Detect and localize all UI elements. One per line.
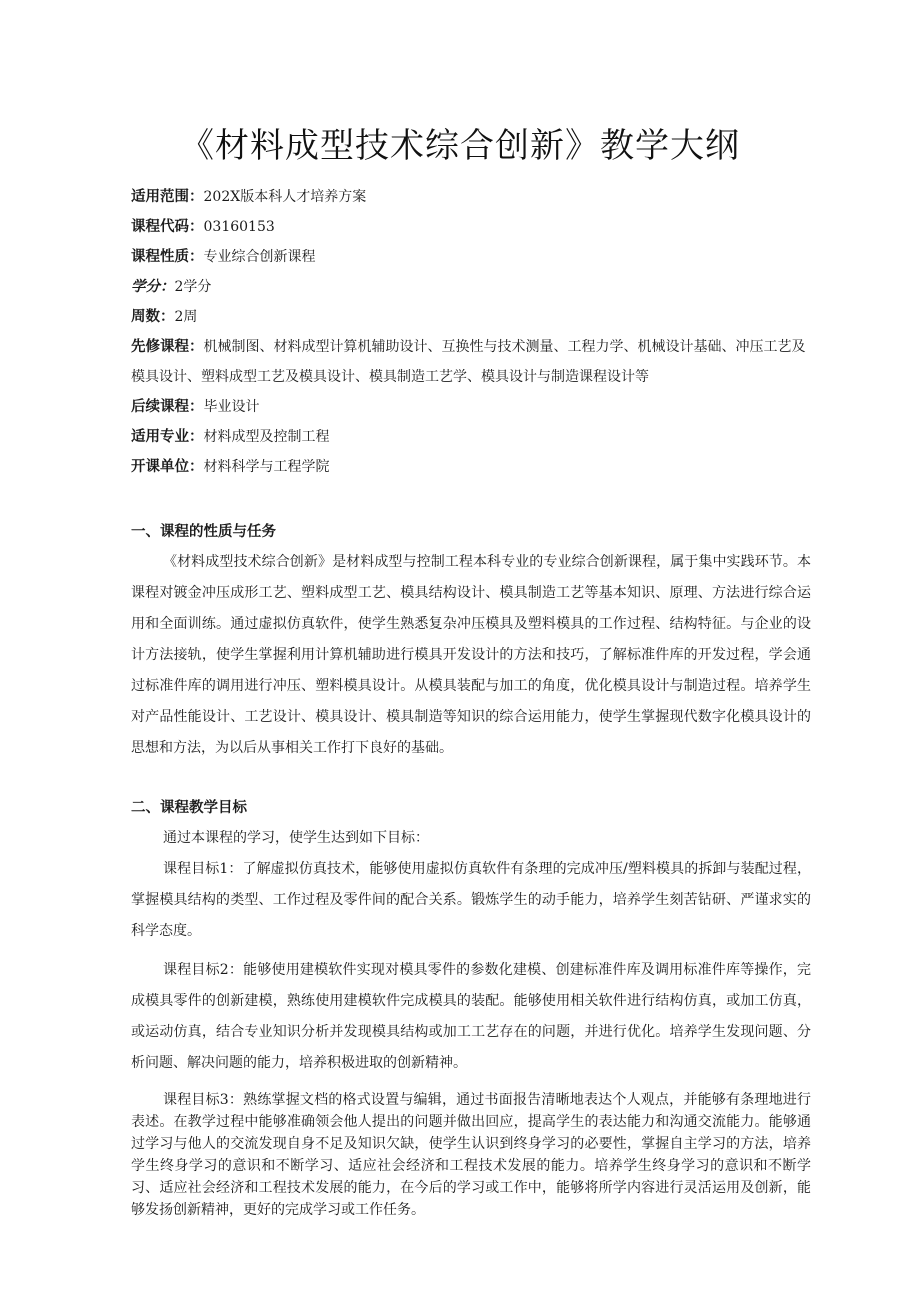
goals-intro: 通过本课程的学习，使学生达到如下目标：	[163, 830, 429, 846]
meta-department	[131, 452, 811, 482]
meta-scope	[131, 182, 811, 212]
meta-label: 课程代码：	[131, 219, 204, 235]
meta-prerequisites	[131, 332, 811, 392]
meta-label: 适用专业：	[131, 429, 204, 445]
document-title: 《材料成型技术综合创新》教学大纲	[180, 126, 740, 166]
meta-nature	[131, 242, 811, 272]
section-paragraph: 《材料成型技术综合创新》是材料成型与控制工程本科专业的专业综合创新课程，属于集中实践环节。本课程对镀金冲压成形工艺、塑料成型工艺、模具结构设计、模具制造工艺等基本知识、原理、方法进行综合运用和全面训练。通过虚拟仿真软件，使学生熟悉复杂冲压模具及塑料模具的工作过程、结构特征。与企业的设计方法接轨，使学生掌握利用计算机辅助进行模具开发设计的方法和技巧，了解标准件库的开发过程，学会通过标准件库的调用进行冲压、塑料模具设计。从模具装配与加工的角度，优化模具设计与制造过程。培养学生对产品性能设计、工艺设计、模具设计、模具制造等知识的综合运用能力，使学生掌握现代数字化模具设计的思想和方法，为以后从事相关工作打下良好的基础。	[131, 554, 811, 756]
meta-value: 2周	[174, 309, 198, 325]
goal-1: 课程目标1：了解虚拟仿真技术，能够使用虚拟仿真软件有条理的完成冲压/塑料模具的拆卸与装配过程，掌握模具结构的类型、工作过程及零件间的配合关系。锻炼学生的动手能力，培养学生刻苦钻研、严谨求实的科学态度。	[131, 861, 811, 939]
meta-label: 后续课程：	[131, 399, 204, 415]
meta-value: 2学分	[174, 279, 212, 295]
course-meta	[131, 182, 811, 482]
meta-weeks	[131, 302, 811, 332]
meta-label: 开课单位：	[131, 459, 204, 475]
section-heading: 二、课程教学目标	[131, 800, 247, 816]
meta-label: 课程性质：	[131, 249, 204, 265]
goal-3: 课程目标3：熟练掌握文档的格式设置与编辑，通过书面报告清晰地表达个人观点，并能够有条理地进行表述。在教学过程中能够准确领会他人提出的问题并做出回应，提高学生的表达能力和沟通交流能力。能够通过学习与他人的交流发现自身不足及知识欠缺，使学生认识到终身学习的必要性，掌握自主学习的方法，培养学生终身学习的意识和不断学习、适应社会经济和工程技术发展的能力。培养学生终身学习的意识和不断学习、适应社会经济和工程技术发展的能力，在今后的学习或工作中，能够将所学内容进行灵活运用及创新，能够发扬创新精神，更好的完成学习或工作任务。	[131, 1092, 811, 1218]
meta-value: 毕业设计	[203, 399, 260, 415]
meta-value: 机械制图、材料成型计算机辅助设计、互换性与技术测量、工程力学、机械设计基础、冲压工艺及模具设计、塑料成型工艺及模具设计、模具制造工艺学、模具设计与制造课程设计等	[131, 339, 806, 385]
meta-followup	[131, 392, 811, 422]
goal-2: 课程目标2：能够使用建模软件实现对模具零件的参数化建模、创建标准件库及调用标准件库等操作，完成模具零件的创新建模，熟练使用建模软件完成模具的装配。能够使用相关软件进行结构仿真，或加工仿真，或运动仿真，结合专业知识分析并发现模具结构或加工工艺存在的问题，并进行优化。培养学生发现问题、分析问题、解决问题的能力，培养积极进取的创新精神。	[131, 962, 811, 1071]
meta-value: 03160153	[203, 219, 275, 235]
meta-value: 材料成型及控制工程	[203, 429, 330, 445]
section-teaching-goals	[131, 793, 811, 1221]
meta-label: 周数：	[131, 309, 175, 325]
meta-value: 材料科学与工程学院	[203, 459, 330, 475]
meta-label: 学分：	[131, 279, 175, 295]
meta-major	[131, 422, 811, 452]
meta-code	[131, 212, 811, 242]
section-heading: 一、课程的性质与任务	[131, 524, 276, 540]
meta-value: 202X版本科人才培养方案	[203, 189, 367, 205]
section-nature-and-tasks	[131, 517, 811, 764]
meta-label: 先修课程：	[131, 339, 204, 355]
meta-credits	[131, 272, 811, 302]
meta-value: 专业综合创新课程	[203, 249, 316, 265]
meta-label: 适用范围：	[131, 189, 204, 205]
